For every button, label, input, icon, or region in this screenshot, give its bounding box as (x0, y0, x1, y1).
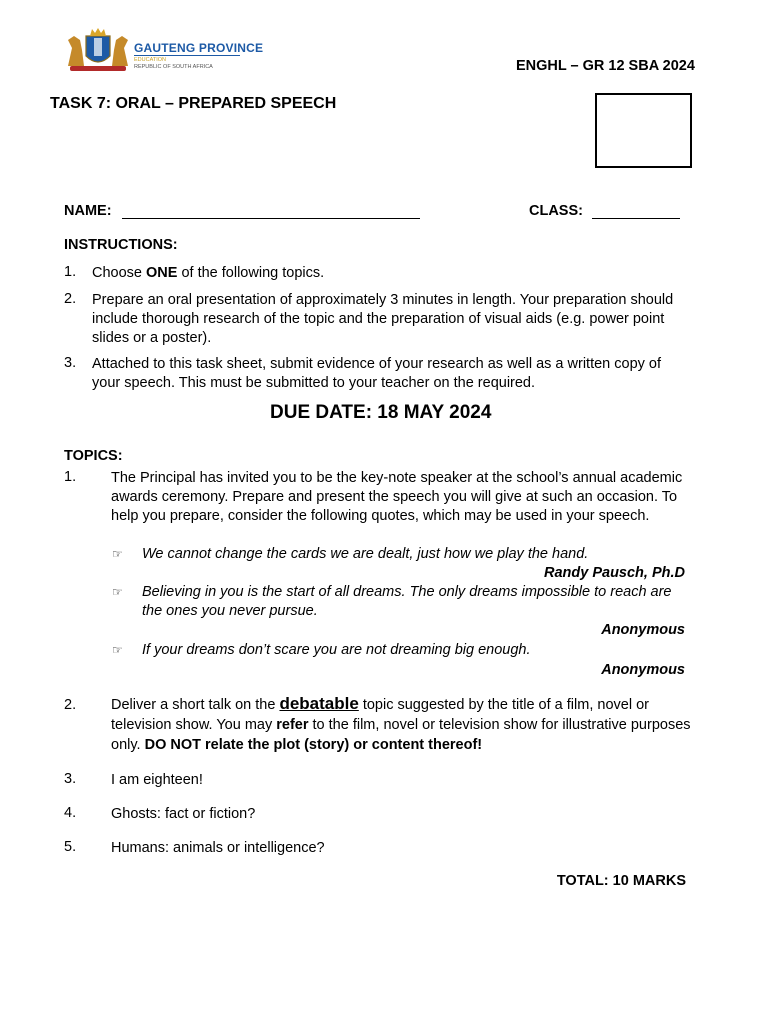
due-date: DUE DATE: 18 MAY 2024 (270, 402, 492, 423)
total-marks: TOTAL: 10 MARKS (556, 873, 686, 889)
topic-text: topic suggested by the title of a film, novel or television show. You may (111, 697, 649, 733)
instruction-emphasis: ONE (146, 265, 178, 281)
instruction-item: Prepare an oral presentation of approximately 3 minutes in length. Your preparation should include thorough research of the topic and the preparation of visual aids (e.g. power point slides or a poster). (92, 292, 674, 346)
gauteng-logo (64, 26, 264, 74)
pointing-hand-icon: ☞ (112, 585, 123, 599)
topic-item: Humans: animals or intelligence? (111, 840, 325, 856)
quote-text: We cannot change the cards we are dealt, just how we play the hand. (142, 546, 589, 562)
instruction-item (92, 264, 692, 283)
topic-number: 2. (64, 697, 77, 713)
topic-number: 1. (64, 469, 77, 485)
pointing-hand-icon: ☞ (112, 547, 123, 561)
task-title: TASK 7: ORAL – PREPARED SPEECH (50, 95, 337, 112)
instruction-text: of the following topics. (177, 265, 325, 281)
quote-author: Anonymous (601, 622, 685, 638)
instruction-item: Attached to this task sheet, submit evidence of your research as well as a written copy of your speech. This must be submitted to your teacher on the required. (92, 356, 662, 391)
header-code: ENGHL – GR 12 SBA 2024 (516, 58, 695, 74)
marks-box (595, 93, 692, 168)
topic-emphasis: debatable (279, 694, 359, 713)
instruction-number: 3. (64, 355, 77, 371)
topic-number: 4. (64, 805, 77, 821)
quote-text: Believing in you is the start of all dreams. The only dreams impossible to reach are the ones you never pursue. (142, 584, 672, 620)
topic-number: 3. (64, 771, 77, 787)
instructions-heading: INSTRUCTIONS: (64, 237, 178, 253)
instruction-number: 1. (64, 264, 77, 280)
quote-author: Randy Pausch, Ph.D (543, 565, 685, 581)
topic-warning: DO NOT relate the plot (story) or content thereof! (144, 737, 483, 753)
topic-text: to the film, novel or television show for illustrative purposes only. (111, 717, 691, 753)
instruction-number: 2. (64, 291, 77, 307)
coat-of-arms-icon (64, 26, 132, 74)
quote-text: If your dreams don’t scare you are not dreaming big enough. (142, 642, 531, 658)
topic-emphasis: refer (276, 717, 309, 733)
pointing-hand-icon: ☞ (112, 643, 123, 657)
topic-item: The Principal has invited you to be the key-note speaker at the school’s annual academic awards ceremony. Prepare and present the speech you will give at such an occasion. To help you prepare, consider the following quotes, which may be used in your speech. (111, 470, 683, 525)
logo-title: GAUTENG PROVINCE (134, 41, 264, 55)
topic-number: 5. (64, 839, 77, 855)
topics-heading: TOPICS: (64, 448, 123, 464)
topic-text: Deliver a short talk on the (111, 697, 280, 713)
quote-author: Anonymous (601, 662, 685, 678)
topic-item (111, 694, 691, 755)
name-label: NAME: (64, 203, 112, 219)
class-field-line[interactable] (592, 218, 680, 219)
class-label: CLASS: (529, 203, 583, 219)
instruction-text: Choose (92, 265, 147, 281)
logo-divider (134, 55, 240, 56)
topic-item: Ghosts: fact or fiction? (111, 806, 256, 822)
logo-department: EDUCATION (134, 57, 166, 63)
logo-country: REPUBLIC OF SOUTH AFRICA (134, 64, 213, 70)
topic-item: I am eighteen! (111, 772, 203, 788)
name-field-line[interactable] (122, 218, 420, 219)
